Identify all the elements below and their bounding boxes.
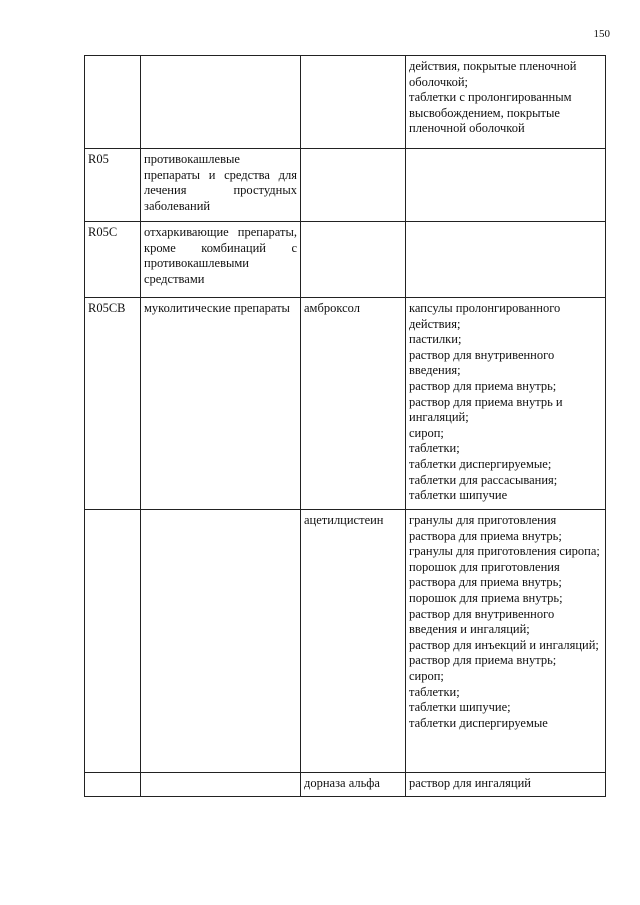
table-row — [85, 773, 606, 797]
table-row — [85, 56, 606, 149]
dosage-form: гранулы для приготовления раствора для приема внутрь; — [409, 513, 562, 543]
atc-code-cell — [85, 773, 141, 797]
dosage-form: гранулы для приготовления сиропа; — [409, 544, 600, 559]
dosage-forms-cell — [406, 298, 606, 510]
drug-name-cell: ацетилцистеин — [301, 510, 406, 773]
drug-name-cell — [301, 56, 406, 149]
dosage-form: порошок для приготовления раствора для приема внутрь; — [409, 559, 562, 590]
drug-table — [84, 55, 606, 797]
drug-name-cell: дорназа альфа — [301, 773, 406, 797]
dosage-form: таблетки диспергируемые — [409, 715, 548, 730]
dosage-form: раствор для ингаляций — [409, 776, 531, 790]
dosage-form: таблетки с пролонгированным высвобождением, покрытые пленочной оболочкой — [409, 90, 572, 136]
dosage-form: таблетки; — [409, 441, 460, 456]
dosage-form: таблетки; — [409, 684, 460, 699]
group-name-cell: муколитические препараты — [141, 298, 301, 510]
dosage-form: раствор для инъекций и ингаляций; — [409, 637, 599, 652]
dosage-form: раствор для приема внутрь; — [409, 653, 557, 668]
group-name-cell — [141, 773, 301, 797]
group-name-cell — [141, 510, 301, 773]
dosage-forms-cell — [406, 56, 606, 149]
dosage-forms-cell — [406, 222, 606, 298]
dosage-forms-cell — [406, 510, 606, 773]
dosage-form: таблетки шипучие; — [409, 700, 511, 715]
dosage-form: таблетки шипучие — [409, 488, 508, 503]
table-row — [85, 298, 606, 510]
group-name-cell: противокашлевые препараты и средства для лечения простудных заболеваний — [141, 149, 301, 222]
dosage-form: сироп; — [409, 425, 444, 440]
drug-name-cell — [301, 222, 406, 298]
dosage-form: сироп; — [409, 668, 444, 683]
atc-code-cell: R05C — [85, 222, 141, 298]
atc-code-cell: R05 — [85, 149, 141, 222]
table-row — [85, 149, 606, 222]
dosage-form: капсулы пролонгированного действия; — [409, 301, 561, 331]
dosage-forms-cell — [406, 149, 606, 222]
dosage-form: таблетки диспергируемые; — [409, 456, 552, 471]
dosage-form: таблетки для рассасывания; — [409, 472, 558, 487]
atc-code-cell — [85, 56, 141, 149]
page-number: 150 — [593, 28, 610, 40]
dosage-form: пастилки; — [409, 332, 462, 347]
dosage-form: действия, покрытые пленочной оболочкой; — [409, 59, 577, 89]
table-row — [85, 222, 606, 298]
drug-name-cell — [301, 149, 406, 222]
drug-name-cell: амброксол — [301, 298, 406, 510]
dosage-form: раствор для внутривенного введения; — [409, 347, 555, 378]
atc-code-cell — [85, 510, 141, 773]
dosage-form: раствор для приема внутрь и ингаляций; — [409, 394, 563, 425]
dosage-form: раствор для приема внутрь; — [409, 378, 557, 393]
atc-code-cell: R05CB — [85, 298, 141, 510]
dosage-form: раствор для внутривенного введения и ингаляций; — [409, 606, 555, 637]
table-row — [85, 510, 606, 773]
dosage-forms-cell — [406, 773, 606, 797]
group-name-cell — [141, 56, 301, 149]
dosage-form: порошок для приема внутрь; — [409, 590, 563, 605]
group-name-cell: отхаркивающие препараты, кроме комбинаций с противокашлевыми средствами — [141, 222, 301, 298]
